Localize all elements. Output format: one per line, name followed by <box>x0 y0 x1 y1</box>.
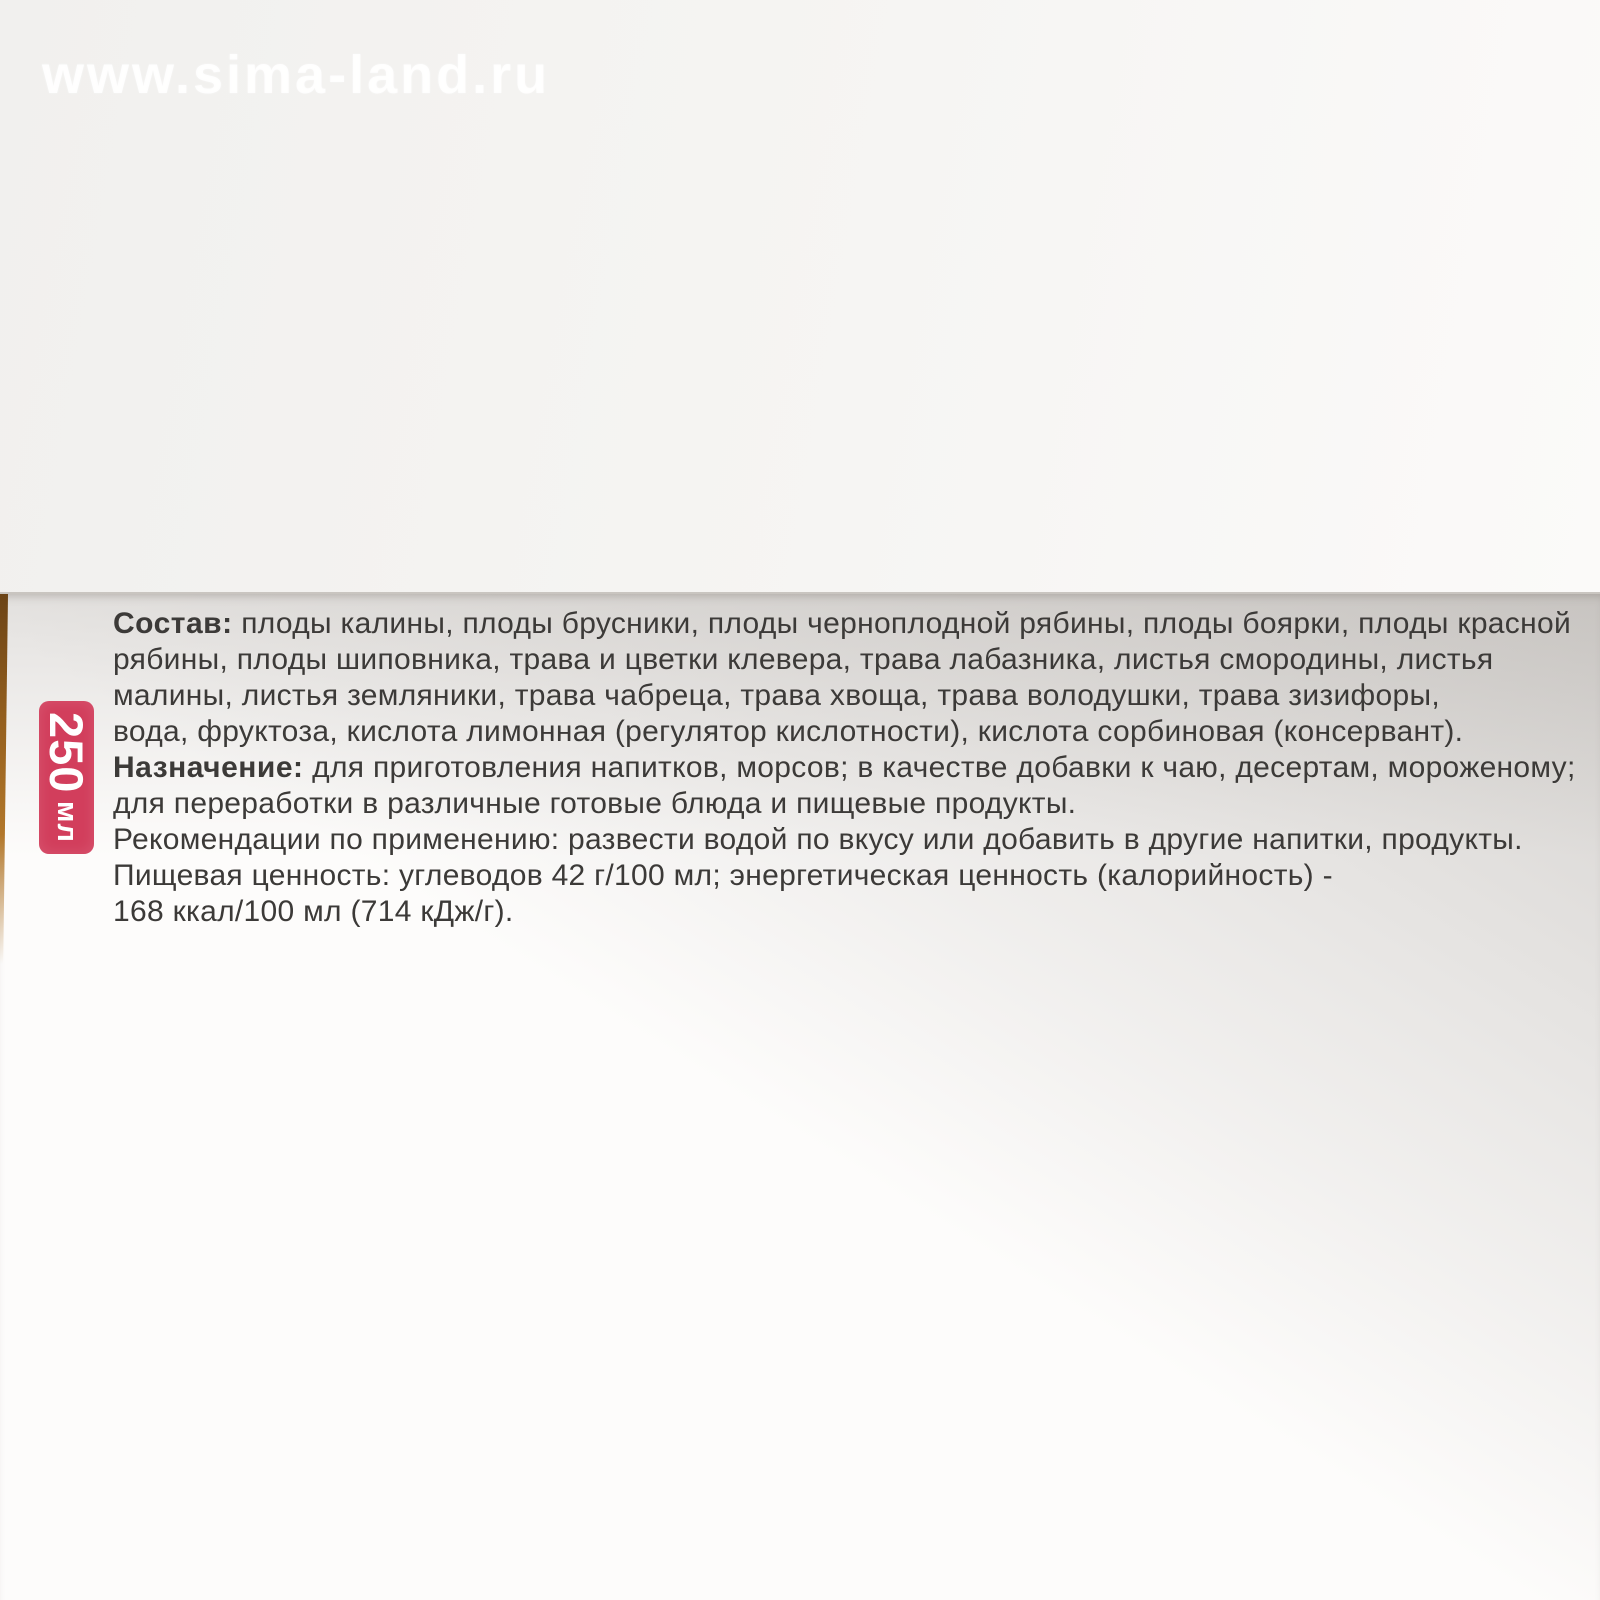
label-line-nutrition <box>113 858 1573 894</box>
photo-backdrop <box>0 0 1600 592</box>
volume-badge-text <box>40 711 93 844</box>
volume-value: 250 <box>40 711 93 794</box>
label-line-text: Пищевая ценность: углеводов 42 г/100 мл; энергетическая ценность (калорийность) - <box>113 859 1333 892</box>
label-line-text: малины, листья земляники, трава чабреца, трава хвоща, трава володушки, трава зизифоры, <box>113 679 1440 712</box>
label-line <box>113 786 1573 822</box>
volume-unit: мл <box>51 801 83 844</box>
composition-heading: Состав: <box>113 607 233 640</box>
label-line-text: рябины, плоды шиповника, трава и цветки клевера, трава лабазника, листья смородины, листья <box>113 643 1494 676</box>
label-line-text: плоды калины, плоды брусники, плоды черноплодной рябины, плоды боярки, плоды красной <box>232 607 1572 640</box>
volume-badge <box>39 701 94 854</box>
label-line <box>113 714 1573 750</box>
label-text-block <box>113 606 1576 930</box>
label-line-energy <box>113 894 1573 930</box>
label-line-purpose <box>113 750 1576 786</box>
label-line <box>113 678 1573 714</box>
watermark-text: www.sima-land.ru <box>42 45 551 105</box>
purpose-heading: Назначение: <box>113 751 304 784</box>
label-line-text: для переработки в различные готовые блюда и пищевые продукты. <box>113 787 1077 820</box>
label-line-text: для приготовления напитков, морсов; в качестве добавки к чаю, десертам, мороженому; <box>303 751 1576 784</box>
label-line-composition <box>113 606 1573 642</box>
label-line-recommendations <box>113 822 1573 858</box>
label-line <box>113 642 1573 678</box>
label-line-text: Рекомендации по применению: развести водой по вкусу или добавить в другие напитки, продукты. <box>113 823 1523 856</box>
label-line-text: 168 ккал/100 мл (714 кДж/г). <box>113 895 514 928</box>
label-line-text: вода, фруктоза, кислота лимонная (регулятор кислотности), кислота сорбиновая (консервант). <box>113 715 1464 748</box>
